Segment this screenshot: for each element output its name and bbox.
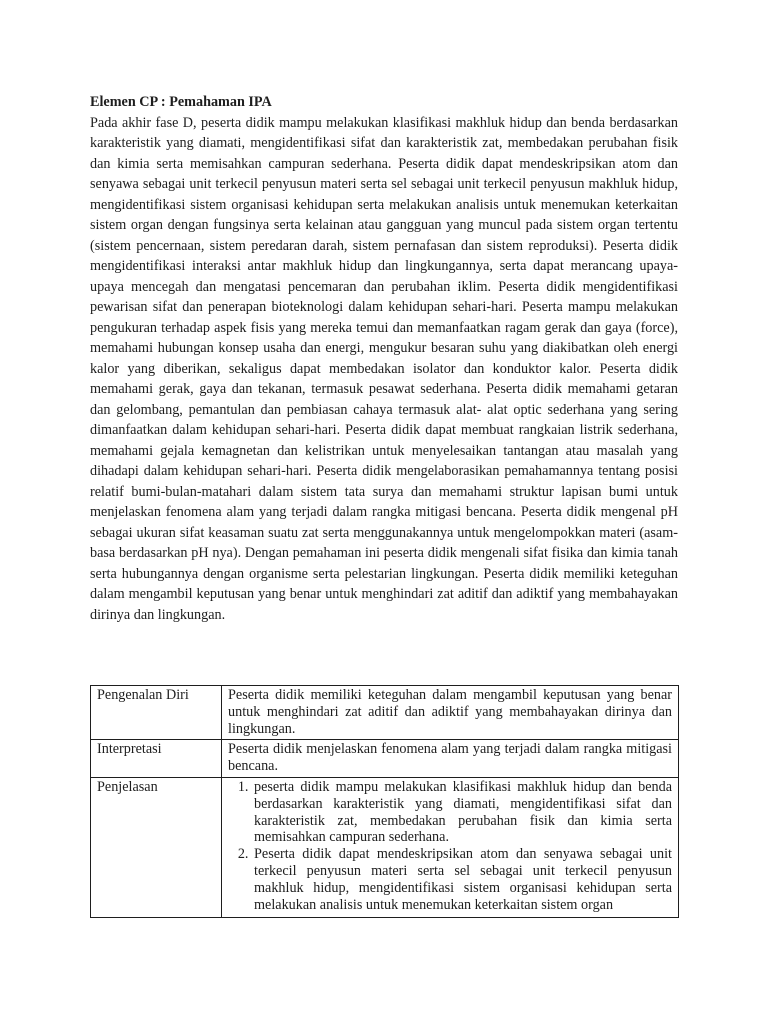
table-row	[91, 686, 679, 740]
table-row	[91, 740, 679, 778]
explanation-list	[228, 779, 672, 913]
row-label: Pengenalan Diri	[91, 686, 222, 740]
body-paragraph: Pada akhir fase D, peserta didik mampu melakukan klasifikasi makhluk hidup dan benda berdasarkan karakteristik yang diamati, mengidentifikasi sifat dan karakteristik zat, membedakan perubahan fisik dan kimia serta memisahkan campuran sederhana. Peserta didik dapat mendeskripsikan atom dan senyawa sebagai unit terkecil penyusun materi serta sel sebagai unit terkecil penyusun makhluk hidup, mengidentifikasi sistem organisasi kehidupan serta melakukan analisis untuk menemukan keterkaitan sistem organ dengan fungsinya serta kelainan atau gangguan yang muncul pada sistem organ tertentu (sistem pencernaan, sistem peredaran darah, sistem pernafasan dan sistem reproduksi). Peserta didik mengidentifikasi interaksi antar makhluk hidup dan lingkungannya, serta dapat merancang upaya-upaya mencegah dan mengatasi pencemaran dan perubahan iklim. Peserta didik mengidentifikasi pewarisan sifat dan penerapan bioteknologi dalam kehidupan sehari-hari. Peserta mampu melakukan pengukuran terhadap aspek fisis yang mereka temui dan memanfaatkan ragam gerak dan gaya (force), memahami hubungan konsep usaha dan energi, mengukur besaran suhu yang diakibatkan oleh energi kalor yang diberikan, sekaligus dapat membedakan isolator dan konduktor kalor. Peserta didik memahami gerak, gaya dan tekanan, termasuk pesawat sederhana. Peserta didik memahami getaran dan gelombang, pemantulan dan pembiasan cahaya termasuk alat- alat optic sederhana yang sering dimanfaatkan dalam kehidupan sehari-hari. Peserta didik dapat membuat rangkaian listrik sederhana, memahami gejala kemagnetan dan kelistrikan untuk menyelesaikan tantangan atau masalah yang dihadapi dalam kehidupan sehari-hari. Peserta didik mengelaborasikan pemahamannya tentang posisi relatif bumi-bulan-matahari dalam sistem tata surya dan memahami struktur lapisan bumi untuk menjelaskan fenomena alam yang terjadi dalam rangka mitigasi bencana. Peserta didik mengenal pH sebagai ukuran sifat keasaman suatu zat serta menggunakannya untuk mengelompokkan materi (asam-basa berdasarkan pH nya). Dengan pemahaman ini peserta didik mengenali sifat fisika dan kimia tanah serta hubungannya dengan organisme serta pelestarian lingkungan. Peserta didik memiliki keteguhan dalam mengambil keputusan yang benar untuk menghindari zat aditif dan adiktif yang membahayakan dirinya dan lingkungan.	[90, 114, 678, 623]
list-item: 2. Peserta didik dapat mendeskripsikan atom dan senyawa sebagai unit terkecil penyusun materi serta sel sebagai unit terkecil penyusun makhluk hidup, mengidentifikasi sistem organisasi kehidupan serta melakukan analisis untuk menemukan keterkaitan sistem organ	[252, 846, 672, 913]
assessment-table	[90, 685, 679, 918]
row-content: Peserta didik memiliki keteguhan dalam mengambil keputusan yang benar untuk menghindari zat aditif dan adiktif yang membahayakan dirinya dan lingkungan.	[222, 686, 679, 740]
section-heading: Elemen CP : Pemahaman IPA	[90, 94, 272, 110]
row-label: Penjelasan	[91, 777, 222, 917]
list-clip	[228, 779, 672, 915]
row-content	[222, 777, 679, 917]
table-row	[91, 777, 679, 917]
row-label: Interpretasi	[91, 740, 222, 778]
list-item: 1. peserta didik mampu melakukan klasifikasi makhluk hidup dan benda berdasarkan karakteristik yang diamati, mengidentifikasi sifat dan karakteristik zat, membedakan perubahan fisik dan kimia serta memisahkan campuran sederhana.	[252, 779, 672, 846]
row-content: Peserta didik menjelaskan fenomena alam yang terjadi dalam rangka mitigasi bencana.	[222, 740, 679, 778]
document-page	[90, 92, 678, 625]
